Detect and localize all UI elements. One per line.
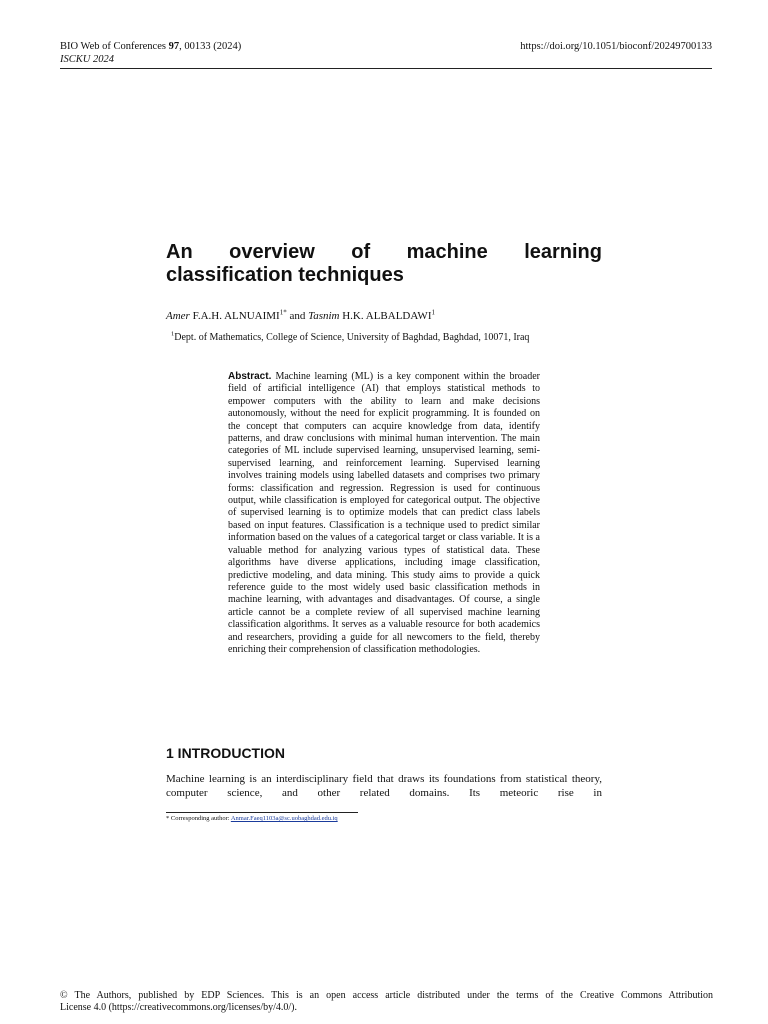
- conference-name: ISCKU 2024: [60, 54, 114, 65]
- author-affiliation-mark: 1*: [279, 308, 287, 317]
- affiliation: [171, 331, 529, 344]
- section-heading-introduction: 1 INTRODUCTION: [166, 745, 285, 761]
- affiliation-mark: 1: [171, 330, 175, 338]
- abstract-label: Abstract.: [228, 371, 272, 382]
- volume-number: 97: [168, 41, 180, 52]
- footnote-label: * Corresponding author:: [166, 815, 231, 822]
- author-given-name: Amer: [166, 310, 190, 322]
- license-line-1: © The Authors, published by EDP Sciences. This is an open access article distributed under the terms of the Creative Commons Attribution: [60, 990, 713, 1001]
- author-family-name: H.K. ALBALDAWI: [339, 310, 432, 322]
- header-divider: [60, 68, 712, 69]
- corresponding-author-footnote: [166, 815, 338, 823]
- license-line-2: License 4.0 (https://creativecommons.org/licenses/by/4.0/).: [60, 1002, 297, 1013]
- author-joiner: and: [286, 310, 309, 322]
- introduction-paragraph: Machine learning is an interdisciplinary field that draws its foundations from statistical theory, computer science, and other related domains. Its meteoric rise in: [166, 773, 602, 799]
- title-line-2: classification techniques: [166, 264, 404, 286]
- author-given-name: Tasnim: [308, 310, 340, 322]
- title-line-1: An overview of machine learning: [166, 241, 602, 263]
- abstract-text: Machine learning (ML) is a key component within the broader field of artificial intelligence (AI) that employs statistical methods to empower computers with the ability to learn and make decisions autonomously, without the need for explicit programming. It is founded on the concept that computers can acquire knowledge from data, identify patterns, and draw conclusions with minimal human intervention. The main categories of ML include supervised learning, unsupervised learning, semi-supervised learning, and reinforcement learning. Supervised learning involves training models using labelled datasets and comprises two primary forms: classification and regression. Regression is used for continuous output, while classification is employed for categorical output. The objective of supervised learning is to optimize models that can predict class labels based on input features. Classification is a technique used to predict similar information based on the values of a categorical target or class variable. It is a valuable method for analyzing various types of statistical data. These algorithms have diverse applications, including image classification, predictive modeling, and data mining. This study aims to provide a quick reference guide to the most widely used basic classification methods in machine learning, with advantages and disadvantages. Of course, a single article cannot be a complete review of all supervised machine learning classification algorithms. It serves as a valuable resource for both academics and researchers, providing a guide for all newcomers to the field, thereby enriching their comprehension of classification methodologies.: [228, 371, 540, 655]
- license-notice: [60, 990, 713, 1014]
- doi-link[interactable]: https://doi.org/10.1051/bioconf/20249700133: [520, 41, 712, 52]
- corresponding-author-email-link[interactable]: Anmar.Faeq1103a@sc.uobaghdad.edu.iq: [230, 815, 338, 822]
- author-affiliation-mark: 1: [431, 308, 435, 317]
- author-list: [166, 309, 435, 323]
- abstract: [228, 371, 540, 656]
- author-family-name: F.A.H. ALNUAIMI: [189, 310, 280, 322]
- running-header-left: [60, 40, 241, 66]
- affiliation-text: Dept. of Mathematics, College of Science, University of Baghdad, Baghdad, 10071, Iraq: [174, 332, 530, 343]
- footnote-divider: [166, 812, 358, 813]
- journal-citation: BIO Web of Conferences 97, 00133 (2024): [60, 41, 242, 52]
- paper-title: [166, 241, 602, 287]
